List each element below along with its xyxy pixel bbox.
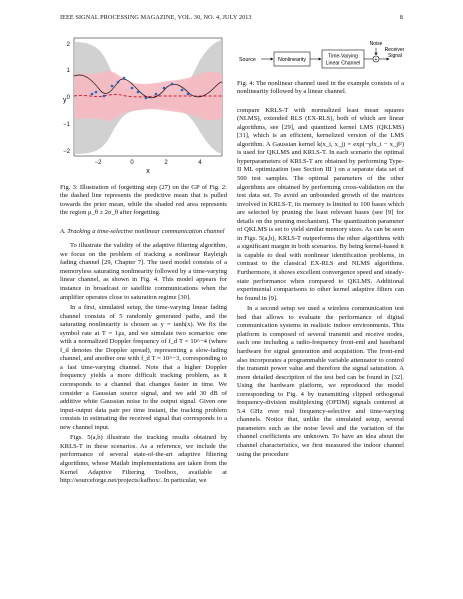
page-number: 8	[399, 14, 403, 21]
data-point	[123, 77, 126, 80]
x-tick-label: 4	[198, 160, 202, 166]
paragraph: In a first, simulated setup, the time-varying linear fading channel consists of 5 randomly generated paths, and the saturating nonlinearity is chosen as y = tanh(x). We fix the symbol rate at T = 1μs, and we simulate two scenarios: one with a normalized Doppler frequency of f_d T = 10^−4 (where f_d denotes the Doppler spread), representing a slow-fading channel, and another one with f_d T = 10^−3, corresponding to a fast time-varying channel. Note that a higher Doppler frequency yields a more difficult tracking problem, as it corresponds to a channel that changes faster in time. We consider a Gaussian source signal, and we add 30 dB of additive white Gaussian noise to the output signal. Given one input-output data pair per time instant, the tracking problem consists in estimating the received signal that corresponds to a new channel input.	[60, 304, 227, 431]
x-tick-label: 0	[130, 160, 134, 166]
journal-header: IEEE SIGNAL PROCESSING MAGAZINE, VOL. 30, NO. 4, JULY 2013	[60, 14, 252, 21]
spacer	[237, 97, 404, 107]
data-point	[111, 85, 114, 88]
x-axis-label: x	[146, 168, 150, 175]
channel-label-line1: Time-Varying	[328, 53, 358, 60]
right-column	[237, 36, 404, 461]
data-point	[117, 81, 120, 84]
data-point	[171, 83, 174, 86]
y-tick-label: −2	[63, 149, 70, 155]
data-point	[103, 95, 106, 98]
nonlinearity-label: Nonlinearity	[278, 57, 306, 63]
data-point	[95, 91, 98, 94]
data-point	[181, 89, 184, 92]
data-point	[145, 97, 148, 100]
data-point	[163, 87, 166, 90]
data-point	[155, 93, 158, 96]
y-tick-label: 0	[66, 95, 70, 101]
left-column	[60, 36, 227, 488]
figure-4-block-diagram	[237, 38, 404, 72]
y-tick-label: 2	[66, 42, 70, 48]
section-heading: A. Tracking a time-selective nonlinear communication channel	[60, 227, 225, 235]
data-point	[131, 87, 134, 90]
data-point	[137, 91, 140, 94]
received-label-line2: Signal	[388, 53, 402, 59]
x-axis-ticks	[95, 160, 203, 166]
figure-3-plot	[60, 36, 227, 176]
y-tick-label: 1	[66, 68, 70, 74]
source-label: Source	[239, 57, 256, 63]
paragraph: To illustrate the validity of the adaptive filtering algorithm, we focus on the problem of tracking a nonlinear Rayleigh fading channel [29, Chapter 7]. The used model consists of a memoryless saturating nonlinearity followed by a time-varying linear channel, as shown in Fig. 4. This model appears for instance in broadcast or satellite communications when the amplifier operates close to saturation regime [30].	[60, 242, 227, 301]
paragraph: compare KRLS-T with normalized least mean squares (NLMS), extended RLS (EX-RLS), both of which are linear algorithms, see [29], and quantized kernel LMS (QKLMS) [31], which is an efficient, kernelized version of the LMS algorithm. A Gaussian kernel k(x_i, x_j) = exp(−γ‖x_i − x_j‖²) is used for QKLMS and KRLS-T. In each scenario the optimal hyperparameters of KRLS-T are obtained by performing Type-II ML optimization (see Section III ) on a separate data set of 500 test samples. The optimal parameters of the other algorithms are obtained by performing cross-validation on the test data set. To avoid an unbounded growth of the matrices involved in KRLS-T, its memory is limited to 100 bases which are selected by pruning the least relevant bases (see [9] for details on the pruning mechanism). The quantization parameter of QKLMS is set to yield similar memory sizes. As can be seen in Figs. 5(a,b), KRLS-T outperforms the other algorithms with a significant margin in both scenarios. By being kernel-based it is capable to deal with nonlinear identification problems, in contrast to the classical EX-RLS and NLMS algorithms. Furthermore, it shows excellent convergence speed and steady-state performance when compared to QKLMS. Additional experimental comparisons to other kernel adaptive filters can be found in [9].	[237, 106, 404, 302]
channel-label-line2: Linear Channel	[325, 60, 361, 67]
running-header	[60, 14, 403, 24]
paragraph: In a second setup we used a wireless communication test bed that allows to evaluate the performance of digital communication systems in realistic indoor environments. This platform is composed of several transmit and receive nodes, each one including a radio-frequency front-end and baseband hardware for signal generation and acquisition. The front-end also incorporates a programmable variable attenuator to control the transmit power value and therefore the signal saturation. A more detailed description of the test bed can be found in [32]. Using the hardware platform, we reproduced the model corresponding to Fig. 4 by transmitting clipped orthogonal frequency-division multiplexing (OFDM) signals centered at 5.4 GHz over real frequency-selective and time-varying channels. Notice that, unlike the simulated setup, several parameters such as the noise level and the variation of the channel coefficients are unknown. To have an idea about the channel characteristics, we first measured the indoor channel using the procedure	[237, 305, 404, 458]
paragraph: Figs. 5(a,b) illustrate the tracking results obtained by KRLS-T in these scenarios. As a reference, we include the performance of several state-of-the-art adaptive filtering algorithms, whose Matlab implementations are taken from the Kernel Adaptive Filtering Toolbox, available at http://sourceforge.net/projects/kafbox/. In particular, we	[60, 434, 227, 485]
data-point	[187, 93, 190, 96]
plus-sign: +	[374, 57, 378, 63]
noise-label: Noise	[369, 41, 383, 47]
figure-3-caption: Fig. 3: Illustration of forgetting step (27) on the GP of Fig. 2: the dashed line represents the predictive mean that is pulled towards the prior mean, while the shaded red area represents the region μ_θ ± 2σ_θ after forgetting.	[60, 183, 227, 217]
y-tick-label: −1	[63, 122, 70, 128]
figure-4-caption: Fig. 4: The nonlinear channel used in the example consists of a nonlinearity followed by a linear channel.	[237, 79, 404, 96]
x-tick-label: 2	[164, 160, 168, 166]
x-tick-label: −2	[94, 160, 102, 166]
data-point	[91, 93, 94, 96]
y-axis-label: y	[63, 97, 67, 104]
received-label-line1: Received	[384, 47, 404, 53]
